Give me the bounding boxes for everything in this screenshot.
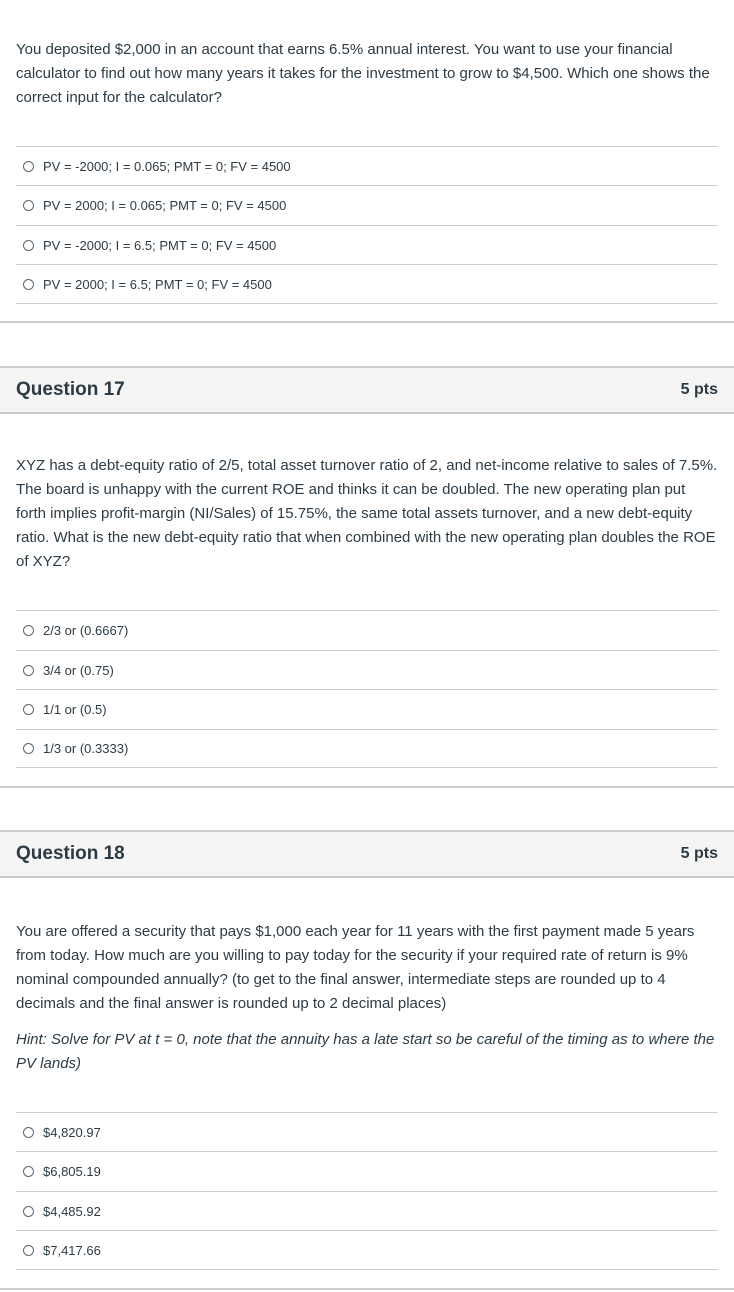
- answer-label: $4,485.92: [43, 1203, 101, 1219]
- question-18-title: Question 18: [16, 843, 125, 864]
- question-18-header: [0, 830, 734, 878]
- question-16-text: You deposited $2,000 in an account that earns 6.5% annual interest. You want to use your financial calculator to find out how many years it takes for the investment to grow to $4,500. Which one shows the correct input for the calculator?: [16, 41, 710, 106]
- question-18-text: You are offered a security that pays $1,000 each year for 11 years with the first payment made 5 years from today. How much are you willing to pay today for the security if your required rate of return is 9% nominal compounded annually? (to get to the final answer, intermediate steps are rounded up to 4 decimals and the final answer is rounded up to 2 decimal places): [16, 923, 695, 1012]
- question-17-points: 5 pts: [680, 381, 718, 398]
- question-divider: [0, 1288, 734, 1290]
- answer-option[interactable]: [16, 610, 718, 650]
- answer-option[interactable]: [16, 650, 718, 689]
- radio-button-icon[interactable]: [23, 200, 34, 211]
- question-17-title: Question 17: [16, 379, 125, 400]
- question-18-points: 5 pts: [680, 845, 718, 862]
- radio-button-icon[interactable]: [23, 240, 34, 251]
- answer-option[interactable]: [16, 689, 718, 729]
- answer-option[interactable]: [16, 1112, 718, 1151]
- radio-button-icon[interactable]: [23, 625, 34, 636]
- question-17-answers: [16, 610, 718, 768]
- radio-button-icon[interactable]: [23, 1166, 34, 1177]
- question-17-text: XYZ has a debt-equity ratio of 2/5, total asset turnover ratio of 2, and net-income relative to sales of 7.5%. The board is unhappy with the current ROE and thinks it can be doubled. The new operating plan put forth implies profit-margin (NI/Sales) of 15.75%, the same total assets turnover, and a new debt-equity ratio. What is the new debt-equity ratio that when combined with the new operating plan doubles the ROE of XYZ?: [16, 457, 718, 570]
- answer-label: 1/1 or (0.5): [43, 702, 107, 717]
- answer-label: PV = -2000; I = 0.065; PMT = 0; FV = 4500: [43, 158, 291, 174]
- question-18-answers: [16, 1112, 718, 1270]
- answer-label: 3/4 or (0.75): [43, 662, 114, 678]
- radio-button-icon[interactable]: [23, 161, 34, 172]
- answer-label: $7,417.66: [43, 1242, 101, 1258]
- radio-button-icon[interactable]: [23, 1127, 34, 1138]
- radio-button-icon[interactable]: [23, 1245, 34, 1256]
- radio-button-icon[interactable]: [23, 1206, 34, 1217]
- radio-button-icon[interactable]: [23, 665, 34, 676]
- answer-label: PV = 2000; I = 6.5; PMT = 0; FV = 4500: [43, 276, 272, 292]
- answer-label: PV = 2000; I = 0.065; PMT = 0; FV = 4500: [43, 198, 287, 213]
- answer-label: 2/3 or (0.6667): [43, 623, 129, 638]
- answer-label: $6,805.19: [43, 1164, 101, 1179]
- answer-option[interactable]: [16, 729, 718, 768]
- answer-option[interactable]: [16, 1151, 718, 1191]
- answer-label: $4,820.97: [43, 1124, 101, 1140]
- answer-option[interactable]: [16, 225, 718, 264]
- radio-button-icon[interactable]: [23, 704, 34, 715]
- question-divider: [0, 321, 734, 323]
- question-18-hint: Hint: Solve for PV at t = 0, note that the annuity has a late start so be careful of the timing as to where the PV lands): [16, 1031, 715, 1072]
- radio-button-icon[interactable]: [23, 743, 34, 754]
- answer-option[interactable]: [16, 146, 718, 185]
- answer-option[interactable]: [16, 264, 718, 304]
- question-16-answers: [16, 146, 718, 304]
- question-17-header: [0, 366, 734, 414]
- answer-label: 1/3 or (0.3333): [43, 741, 129, 756]
- radio-button-icon[interactable]: [23, 279, 34, 290]
- answer-option[interactable]: [16, 1191, 718, 1230]
- answer-option[interactable]: [16, 185, 718, 225]
- answer-option[interactable]: [16, 1230, 718, 1270]
- answer-label: PV = -2000; I = 6.5; PMT = 0; FV = 4500: [43, 237, 277, 253]
- question-divider: [0, 786, 734, 788]
